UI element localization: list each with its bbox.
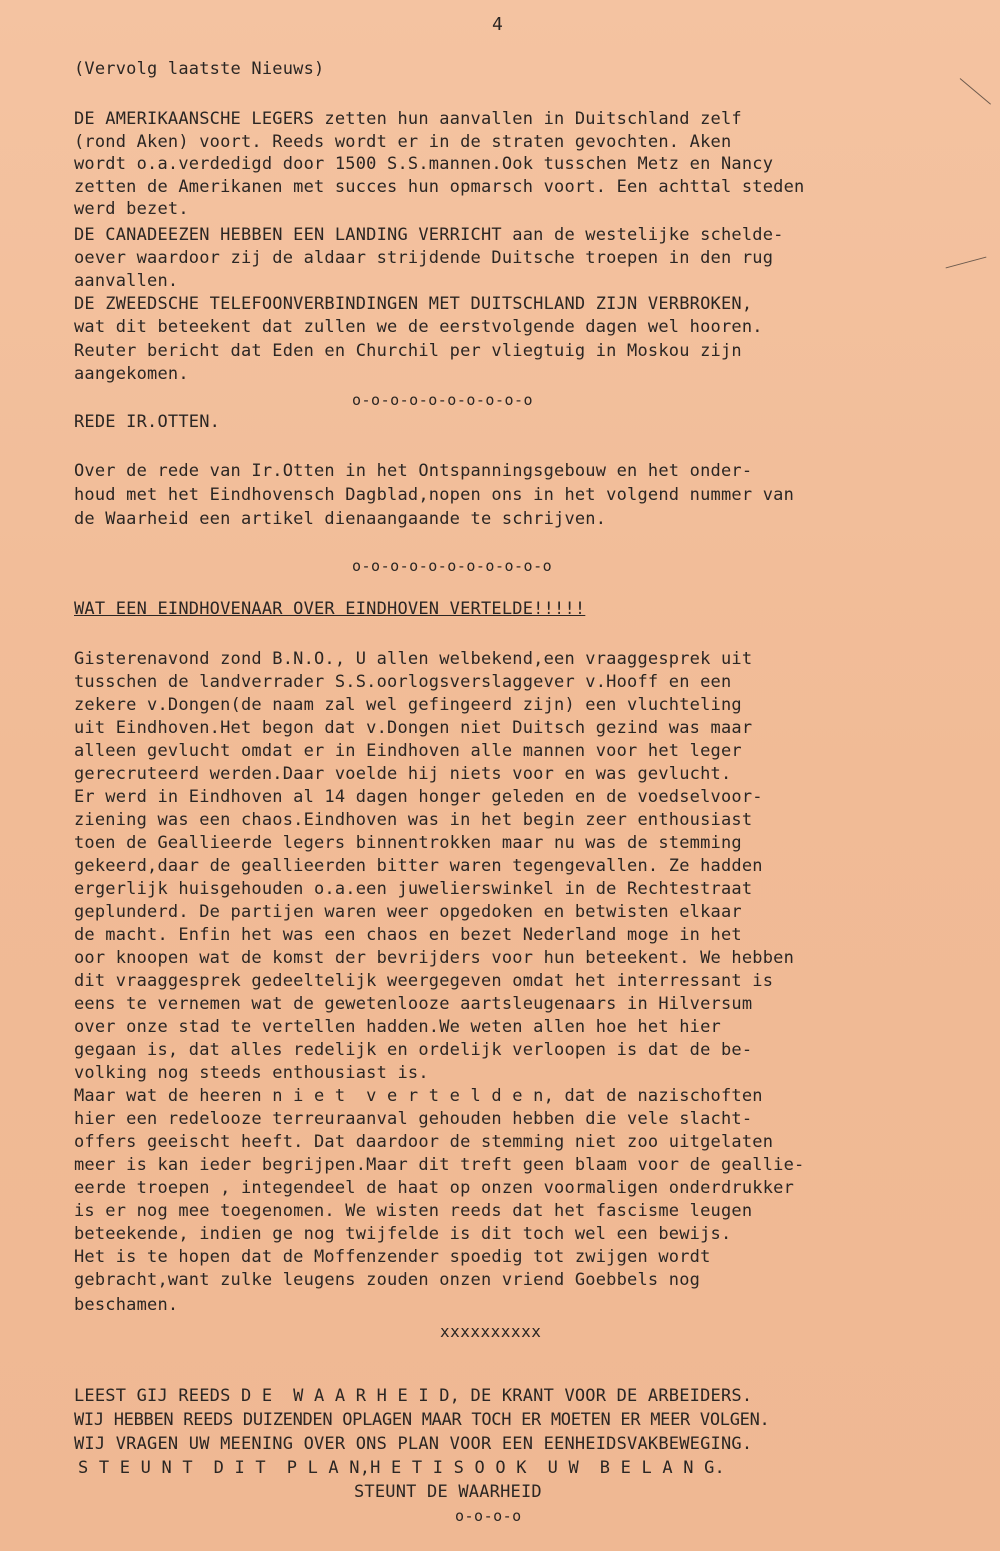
footer-line: S T E U N T D I T P L A N,H E T I S O O K U W B E L A N G. [78,1458,725,1478]
article-line: meer is kan ieder begrijpen.Maar dit treft geen blaam voor de geallie- [74,1155,805,1175]
separator: o-o-o-o-o-o-o-o-o-o-o [352,557,553,575]
news-line: wordt o.a.verdedigd door 1500 S.S.mannen.Ook tusschen Metz en Nancy [74,154,774,174]
footer-line: WIJ VRAGEN UW MEENING OVER ONS PLAN VOOR EEN EENHEIDSVAKBEWEGING. [74,1434,753,1454]
news-line: DE AMERIKAANSCHE LEGERS zetten hun aanvallen in Duitschland zelf [74,109,742,129]
pencil-mark [960,78,991,104]
page-number: 4 [492,14,503,35]
continued-heading: (Vervolg laatste Nieuws) [74,59,325,79]
rede-line: houd met het Eindhovensch Dagblad,nopen ons in het volgend nummer van [74,485,795,505]
article-line: zekere v.Dongen(de naam zal wel gefingeerd zijn) een vluchteling [74,695,742,715]
news-line: DE ZWEEDSCHE TELEFOONVERBINDINGEN MET DUITSCHLAND ZIJN VERBROKEN, [74,294,753,314]
rede-line: Over de rede van Ir.Otten in het Ontspanningsgebouw en het onder- [74,461,753,481]
news-line: zetten de Amerikanen met succes hun opmarsch voort. Een achttal steden [74,177,805,197]
article-line: eerde troepen , integendeel de haat op onzen voormaligen onderdrukker [74,1178,795,1198]
article-line: gekeerd,daar de geallieerden bitter waren tegengevallen. Ze hadden [74,856,763,876]
rede-title: REDE IR.OTTEN. [74,412,221,432]
article-line: Maar wat de heeren n i e t v e r t e l d e n, dat de nazischoften [74,1086,763,1106]
article-line: Gisterenavond zond B.N.O., U allen welbekend,een vraaggesprek uit [74,649,753,669]
article-title: WAT EEN EINDHOVENAAR OVER EINDHOVEN VERTELDE!!!!! [74,599,586,619]
article-line: de macht. Enfin het was een chaos en bezet Nederland moge in het [74,925,742,945]
article-line: hier een redelooze terreuraanval gehouden hebben die vele slacht- [74,1109,753,1129]
article-line: eens te vernemen wat de gewetenlooze aartsleugenaars in Hilversum [74,994,753,1014]
article-line: beteekende, indien ge nog twijfelde is dit toch wel een bewijs. [74,1224,732,1244]
article-line: geplunderd. De partijen waren weer opgedoken en betwisten elkaar [74,902,742,922]
article-line: beschamen. [74,1295,179,1315]
news-line: aangekomen. [74,364,189,384]
rede-line: de Waarheid een artikel dienaangaande te schrijven. [74,509,607,529]
article-line: volking nog steeds enthousiast is. [74,1063,429,1083]
separator: o-o-o-o-o-o-o-o-o-o [352,391,534,409]
article-line: is er nog mee toegenomen. We wisten reeds dat het fascisme leugen [74,1201,753,1221]
separator: o-o-o-o [455,1507,522,1525]
article-line: gegaan is, dat alles redelijk en ordelijk verloopen is dat de be- [74,1040,753,1060]
news-line: werd bezet. [74,199,189,219]
article-line: over onze stad te vertellen hadden.We weten allen hoe het hier [74,1017,721,1037]
article-line: dit vraaggesprek gedeeltelijk weergegeven omdat het interressant is [74,971,774,991]
article-line: ziening was een chaos.Eindhoven was in het begin zeer enthousiast [74,810,753,830]
article-line: uit Eindhoven.Het begon dat v.Dongen niet Duitsch gezind was maar [74,718,753,738]
article-line: tusschen de landverrader S.S.oorlogsverslaggever v.Hooff en een [74,672,732,692]
news-line: Reuter bericht dat Eden en Churchil per vliegtuig in Moskou zijn [74,341,742,361]
separator: xxxxxxxxxx [440,1322,542,1341]
article-line: gebracht,want zulke leugens zouden onzen vriend Goebbels nog [74,1270,701,1290]
article-line: Het is te hopen dat de Moffenzender spoedig tot zwijgen wordt [74,1247,711,1267]
pencil-mark [946,257,987,269]
article-line: offers geeischt heeft. Dat daardoor de stemming niet zoo uitgelaten [74,1132,774,1152]
article-line: oor knoopen wat de komst der bevrijders voor hun beteekent. We hebben [74,948,795,968]
article-line: gerecruteerd werden.Daar voelde hij niets voor en was gevlucht. [74,764,732,784]
article-line: Er werd in Eindhoven al 14 dagen honger geleden en de voedselvoor- [74,787,763,807]
news-line: DE CANADEEZEN HEBBEN EEN LANDING VERRICHT aan de westelijke schelde- [74,225,784,245]
news-line: oever waardoor zij de aldaar strijdende Duitsche troepen in den rug [74,248,774,268]
news-line: wat dit beteekent dat zullen we de eerstvolgende dagen wel hooren. [74,317,763,337]
footer-line: LEEST GIJ REEDS D E W A A R H E I D, DE KRANT VOOR DE ARBEIDERS. [74,1386,753,1406]
article-line: toen de Geallieerde legers binnentrokken maar nu was de stemming [74,833,742,853]
article-line: ergerlijk huisgehouden o.a.een juwelierswinkel in de Rechtestraat [74,879,753,899]
footer-line: WIJ HEBBEN REEDS DUIZENDEN OPLAGEN MAAR TOCH ER MOETEN ER MEER VOLGEN. [74,1410,770,1430]
footer-center: STEUNT DE WAARHEID [354,1482,542,1502]
news-line: aanvallen. [74,271,179,291]
news-line: (rond Aken) voort. Reeds wordt er in de straten gevochten. Aken [74,132,732,152]
article-line: alleen gevlucht omdat er in Eindhoven alle mannen voor het leger [74,741,742,761]
